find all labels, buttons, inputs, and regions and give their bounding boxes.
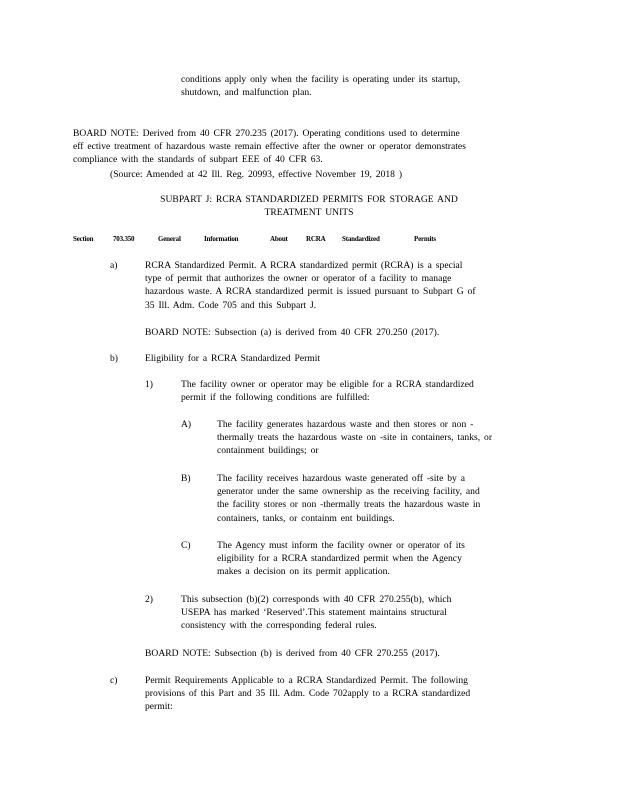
text-line: consistency with the corresponding federal rules.: [181, 620, 377, 632]
text-line: makes a decision on its permit application.: [217, 566, 390, 578]
section-title-word: Permits: [414, 235, 436, 243]
subparagraph-label-C: C): [181, 540, 191, 551]
board-note-a: [145, 326, 439, 339]
text-line: The facility generates hazardous waste and then stores or non -: [217, 419, 474, 430]
section-title-word: RCRA: [306, 235, 326, 243]
text-line: hazardous waste. A RCRA standardized permit is issued pursuant to Subpart G of: [145, 286, 476, 298]
text-line: BOARD NOTE: Subsection (a) is derived from 40 CFR 270.250 (2017).: [145, 327, 440, 338]
subpart-heading: [100, 193, 518, 219]
subparagraph-label-B: B): [181, 473, 191, 484]
text-line: SUBPART J: RCRA STANDARDIZED PERMITS FOR STORAGE AND: [160, 194, 458, 205]
section-title-word: General: [158, 235, 181, 243]
text-line: The facility owner or operator may be eligible for a RCRA standardized: [181, 379, 474, 390]
text-line: permit if the following conditions are fulfilled:: [181, 392, 370, 404]
paragraph-label-b1: 1): [145, 379, 153, 390]
text-line: eff ective treatment of hazardous waste remain effective after the owner or operator demonstrates: [73, 141, 466, 153]
text-line: Permit Requirements Applicable to a RCRA Standardized Permit. The following: [145, 675, 468, 686]
subsection-a-text: [145, 259, 476, 312]
text-line: the facility stores or non -thermally treats the hazardous waste in: [217, 499, 481, 511]
text-line: RCRA Standardized Permit. A RCRA standardized permit (RCRA) is a special: [145, 260, 463, 271]
text-line: thermally treats the hazardous waste on -site in containers, tanks, or: [217, 432, 493, 444]
subparagraph-A-text: [217, 418, 492, 458]
subparagraph-C-text: [217, 539, 465, 579]
text-line: generator under the same ownership as the receiving facility, and: [217, 486, 480, 498]
subsection-b-title: [145, 352, 320, 365]
text-line: The facility receives hazardous waste generated off -site by a: [217, 473, 465, 484]
continuation-paragraph: [181, 73, 460, 99]
text-line: conditions apply only when the facility is operating under its startup,: [181, 74, 461, 85]
board-note-270-235: [73, 127, 466, 167]
subsection-label-a: a): [110, 260, 118, 271]
paragraph-label-b2: 2): [145, 594, 153, 605]
text-line: type of permit that authorizes the owner or operator of a facility to manage: [145, 273, 452, 285]
section-number: 703.350: [113, 235, 135, 243]
subsection-label-b: b): [110, 353, 118, 364]
subsection-label-c: c): [110, 675, 118, 686]
text-line: eligibility for a RCRA standardized permit when the Agency: [217, 553, 462, 565]
subparagraph-B-text: [217, 472, 480, 525]
text-line: shutdown, and malfunction plan.: [181, 87, 312, 99]
text-line: USEPA has marked ‘Reserved’.This statement maintains structural: [181, 607, 447, 619]
text-line: containment buildings; or: [217, 445, 319, 457]
text-line: Eligibility for a RCRA Standardized Permit: [145, 353, 321, 364]
text-line: This subsection (b)(2) corresponds with 40 CFR 270.255(b), which: [181, 594, 452, 605]
paragraph-b1-text: [181, 378, 474, 404]
text-line: 35 Ill. Adm. Code 705 and this Subpart J.: [145, 299, 317, 311]
text-line: (Source: Amended at 42 Ill. Reg. 20993, effective November 19, 2018 ): [110, 169, 403, 180]
text-line: containers, tanks, or containm ent buildings.: [217, 512, 395, 524]
subparagraph-label-A: A): [181, 419, 192, 430]
source-note: [110, 168, 402, 181]
text-line: TREATMENT UNITS: [264, 207, 354, 219]
text-line: BOARD NOTE: Derived from 40 CFR 270.235 (2017). Operating conditions used to determine: [73, 128, 460, 139]
text-line: permit:: [145, 701, 173, 713]
subsection-c-text: [145, 674, 470, 714]
text-line: provisions of this Part and 35 Ill. Adm. Code 702apply to a RCRA standardized: [145, 688, 471, 700]
section-title-word: About: [270, 235, 288, 243]
text-line: compliance with the standards of subpart EEE of 40 CFR 63.: [73, 154, 323, 166]
section-title-word: Standardized: [342, 235, 380, 243]
section-label: Section: [73, 235, 94, 243]
section-title-word: Information: [204, 235, 239, 243]
paragraph-b2-text: [181, 593, 451, 633]
text-line: BOARD NOTE: Subsection (b) is derived from 40 CFR 270.255 (2017).: [145, 648, 440, 659]
text-line: The Agency must inform the facility owner or operator of its: [217, 540, 465, 551]
board-note-b: [145, 647, 440, 660]
